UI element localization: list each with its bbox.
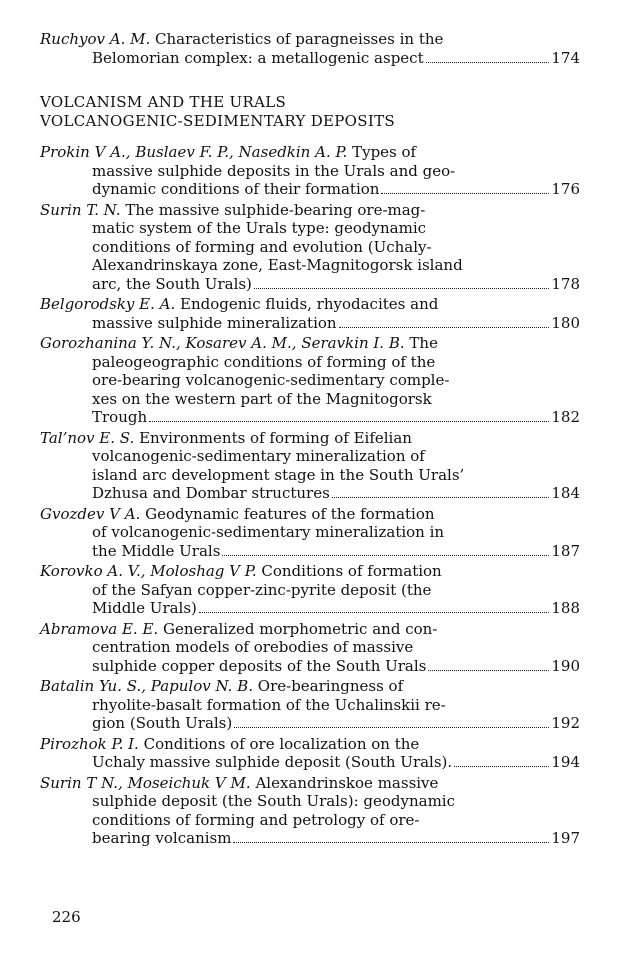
toc-entry bbox=[40, 677, 580, 733]
toc-entry-last-line bbox=[40, 829, 580, 848]
toc-entry-title-line: ore-bearing volcanogenic-sedimentary comple- bbox=[92, 371, 450, 389]
toc-entry-first-line bbox=[40, 429, 580, 448]
toc-entry-page-number: 194 bbox=[551, 753, 580, 771]
toc-entry-page-number: 180 bbox=[551, 313, 580, 332]
toc-entry-page-number: 197 bbox=[551, 829, 580, 847]
toc-entry-page-number: 178 bbox=[551, 274, 580, 293]
toc-entry-title-line: sulphide deposit (the South Urals): geodynamic bbox=[92, 792, 456, 810]
toc-entry-first-line bbox=[40, 735, 580, 754]
toc-entry-authors: Korovko A. V., Moloshag V P. bbox=[40, 562, 257, 580]
toc-entry-page-number: 184 bbox=[551, 484, 580, 502]
dot-leader bbox=[149, 421, 549, 422]
dot-leader bbox=[199, 612, 549, 613]
toc-entry-title: Conditions of formation bbox=[261, 562, 442, 580]
toc-entry-first-line bbox=[40, 30, 580, 49]
toc-entry-last-line bbox=[40, 599, 580, 618]
section-heading bbox=[40, 93, 580, 131]
toc-entry-title: Types of bbox=[352, 143, 417, 161]
toc-entry-authors: Ruchyov A. M. bbox=[40, 30, 151, 48]
table-of-contents bbox=[40, 30, 580, 850]
toc-entry-last-line bbox=[40, 314, 580, 333]
toc-entry-first-line bbox=[40, 201, 580, 220]
toc-entry-first-line bbox=[40, 295, 580, 314]
toc-entry-title-end: Uchaly massive sulphide deposit (South Urals). bbox=[92, 753, 453, 771]
toc-entry-title: Environments of forming of Eifelian bbox=[139, 428, 412, 447]
toc-entry-first-line bbox=[40, 334, 580, 353]
toc-entry-authors: Gvozdev V A. bbox=[40, 504, 141, 523]
toc-entry-ruchyov bbox=[40, 30, 580, 67]
toc-entry-title-line: paleogeographic conditions of forming of the bbox=[92, 352, 436, 371]
toc-entry-title-end: Belomorian complex: a metallogenic aspect bbox=[92, 48, 424, 67]
dot-leader bbox=[381, 193, 549, 194]
toc-entry bbox=[40, 774, 580, 848]
dot-leader bbox=[332, 497, 550, 498]
toc-entry-title-end: sulphide copper deposits of the South Urals bbox=[92, 656, 427, 675]
toc-entry bbox=[40, 620, 580, 676]
toc-entry-title-line: Alexandrinskaya zone, East-Magnitogorsk island bbox=[92, 256, 463, 274]
toc-entry-first-line bbox=[40, 505, 580, 524]
toc-entry-title: The massive sulphide-bearing ore-mag- bbox=[125, 200, 426, 219]
toc-entry-title-end: Dzhusa and Dombar structures bbox=[92, 484, 330, 502]
toc-entry-page-number: 182 bbox=[551, 408, 580, 426]
toc-entry-title-line: of volcanogenic-sedimentary mineralization in bbox=[92, 523, 445, 541]
toc-entry-title: Endogenic fluids, rhyodacites and bbox=[180, 295, 439, 313]
toc-entry-page-number: 188 bbox=[551, 599, 580, 617]
toc-entry-first-line bbox=[40, 143, 580, 162]
toc-entry-title-end: Trough bbox=[92, 408, 148, 426]
toc-entry-title: Alexandrinskoe massive bbox=[255, 773, 439, 792]
toc-entry-authors: Gorozhanina Y. N., Kosarev A. M., Seravkin I. B. bbox=[40, 334, 405, 352]
toc-entry-last-line bbox=[40, 542, 580, 561]
dot-leader bbox=[454, 766, 549, 767]
toc-entry-authors: Batalin Yu. S., Papulov N. B. bbox=[40, 677, 253, 695]
toc-entry-last-line bbox=[40, 714, 580, 733]
toc-entry-title-end: gion (South Urals) bbox=[92, 714, 233, 732]
toc-entry-page-number: 176 bbox=[551, 180, 580, 198]
toc-entry-last-line bbox=[40, 408, 580, 427]
toc-entry-authors: Tal’nov E. S. bbox=[40, 428, 135, 447]
toc-entry-authors: Surin T. N. bbox=[40, 200, 121, 219]
toc-entry-authors: Surin T N., Moseichuk V M. bbox=[40, 773, 251, 792]
toc-entry bbox=[40, 562, 580, 618]
dot-leader bbox=[222, 555, 549, 556]
toc-entry-title-end: Middle Urals) bbox=[92, 599, 197, 617]
toc-entry-title-line: matic system of the Urals type: geodynamic bbox=[92, 219, 427, 237]
toc-entry-page-number: 192 bbox=[551, 714, 580, 732]
toc-entry-page-number: 174 bbox=[551, 48, 580, 67]
toc-entry-title: Ore-bearingness of bbox=[257, 677, 404, 695]
toc-entry-title: Characteristics of paragneisses in the bbox=[155, 30, 444, 48]
toc-entry-list bbox=[40, 143, 580, 848]
toc-entry-first-line bbox=[40, 562, 580, 581]
dot-leader bbox=[233, 842, 549, 843]
toc-entry bbox=[40, 334, 580, 427]
toc-entry-title-line: xes on the western part of the Magnitogorsk bbox=[92, 389, 432, 408]
toc-entry-last-line bbox=[40, 753, 580, 772]
toc-entry-title-end: the Middle Urals bbox=[92, 541, 221, 560]
section-heading-line2: VOLCANOGENIC-SEDIMENTARY DEPOSITS bbox=[40, 112, 395, 130]
section-heading-line1: VOLCANISM AND THE URALS bbox=[40, 93, 287, 111]
toc-entry-last-line bbox=[40, 484, 580, 503]
toc-entry-title-line: of the Safyan copper-zinc-pyrite deposit (the bbox=[92, 580, 432, 599]
toc-entry-title-line: conditions of forming and evolution (Uchaly- bbox=[92, 237, 432, 256]
toc-entry-title-line: volcanogenic-sedimentary mineralization of bbox=[92, 447, 425, 465]
dot-leader bbox=[234, 727, 549, 728]
toc-entry-title-end: arc, the South Urals) bbox=[92, 274, 252, 293]
toc-entry-title-line: conditions of forming and petrology of ore- bbox=[92, 810, 420, 829]
toc-entry-first-line bbox=[40, 620, 580, 639]
toc-entry-title-line: centration models of orebodies of massive bbox=[92, 638, 414, 656]
dot-leader bbox=[339, 327, 550, 328]
toc-entry-title-end: massive sulphide mineralization bbox=[92, 313, 337, 332]
toc-entry-page-number: 190 bbox=[551, 656, 580, 675]
dot-leader bbox=[426, 62, 550, 63]
toc-entry-first-line bbox=[40, 774, 580, 793]
toc-entry-title-line: rhyolite-basalt formation of the Uchalinskii re- bbox=[92, 695, 446, 714]
toc-entry-authors: Pirozhok P. I. bbox=[40, 734, 139, 753]
toc-entry bbox=[40, 735, 580, 772]
toc-entry-last-line bbox=[40, 275, 580, 294]
toc-entry-title-end: dynamic conditions of their formation bbox=[92, 180, 380, 198]
toc-entry bbox=[40, 143, 580, 199]
toc-entry-title: Generalized morphometric and con- bbox=[162, 619, 438, 638]
toc-entry bbox=[40, 295, 580, 332]
toc-entry-title: Conditions of ore localization on the bbox=[143, 734, 420, 753]
toc-entry-last-line bbox=[40, 657, 580, 676]
toc-entry bbox=[40, 505, 580, 561]
dot-leader bbox=[428, 670, 549, 671]
toc-entry bbox=[40, 429, 580, 503]
toc-entry bbox=[40, 201, 580, 294]
toc-entry-title: Geodynamic features of the formation bbox=[145, 504, 435, 523]
toc-entry-first-line bbox=[40, 677, 580, 696]
dot-leader bbox=[254, 288, 549, 289]
page-number: 226 bbox=[52, 908, 81, 926]
toc-entry-authors: Belgorodsky E. A. bbox=[40, 295, 176, 313]
toc-entry-authors: Abramova E. E. bbox=[40, 619, 159, 638]
toc-entry-title-line: island arc development stage in the South Urals’ bbox=[92, 465, 465, 484]
toc-entry-last-line bbox=[40, 49, 580, 68]
toc-entry-authors: Prokin V A., Buslaev F. P., Nasedkin A. P. bbox=[40, 143, 348, 161]
toc-entry-title: The bbox=[409, 334, 438, 352]
toc-entry-last-line bbox=[40, 180, 580, 199]
toc-entry-title-line: massive sulphide deposits in the Urals and geo- bbox=[92, 161, 456, 180]
toc-entry-title-end: bearing volcanism bbox=[92, 829, 232, 847]
toc-entry-page-number: 187 bbox=[551, 541, 580, 560]
